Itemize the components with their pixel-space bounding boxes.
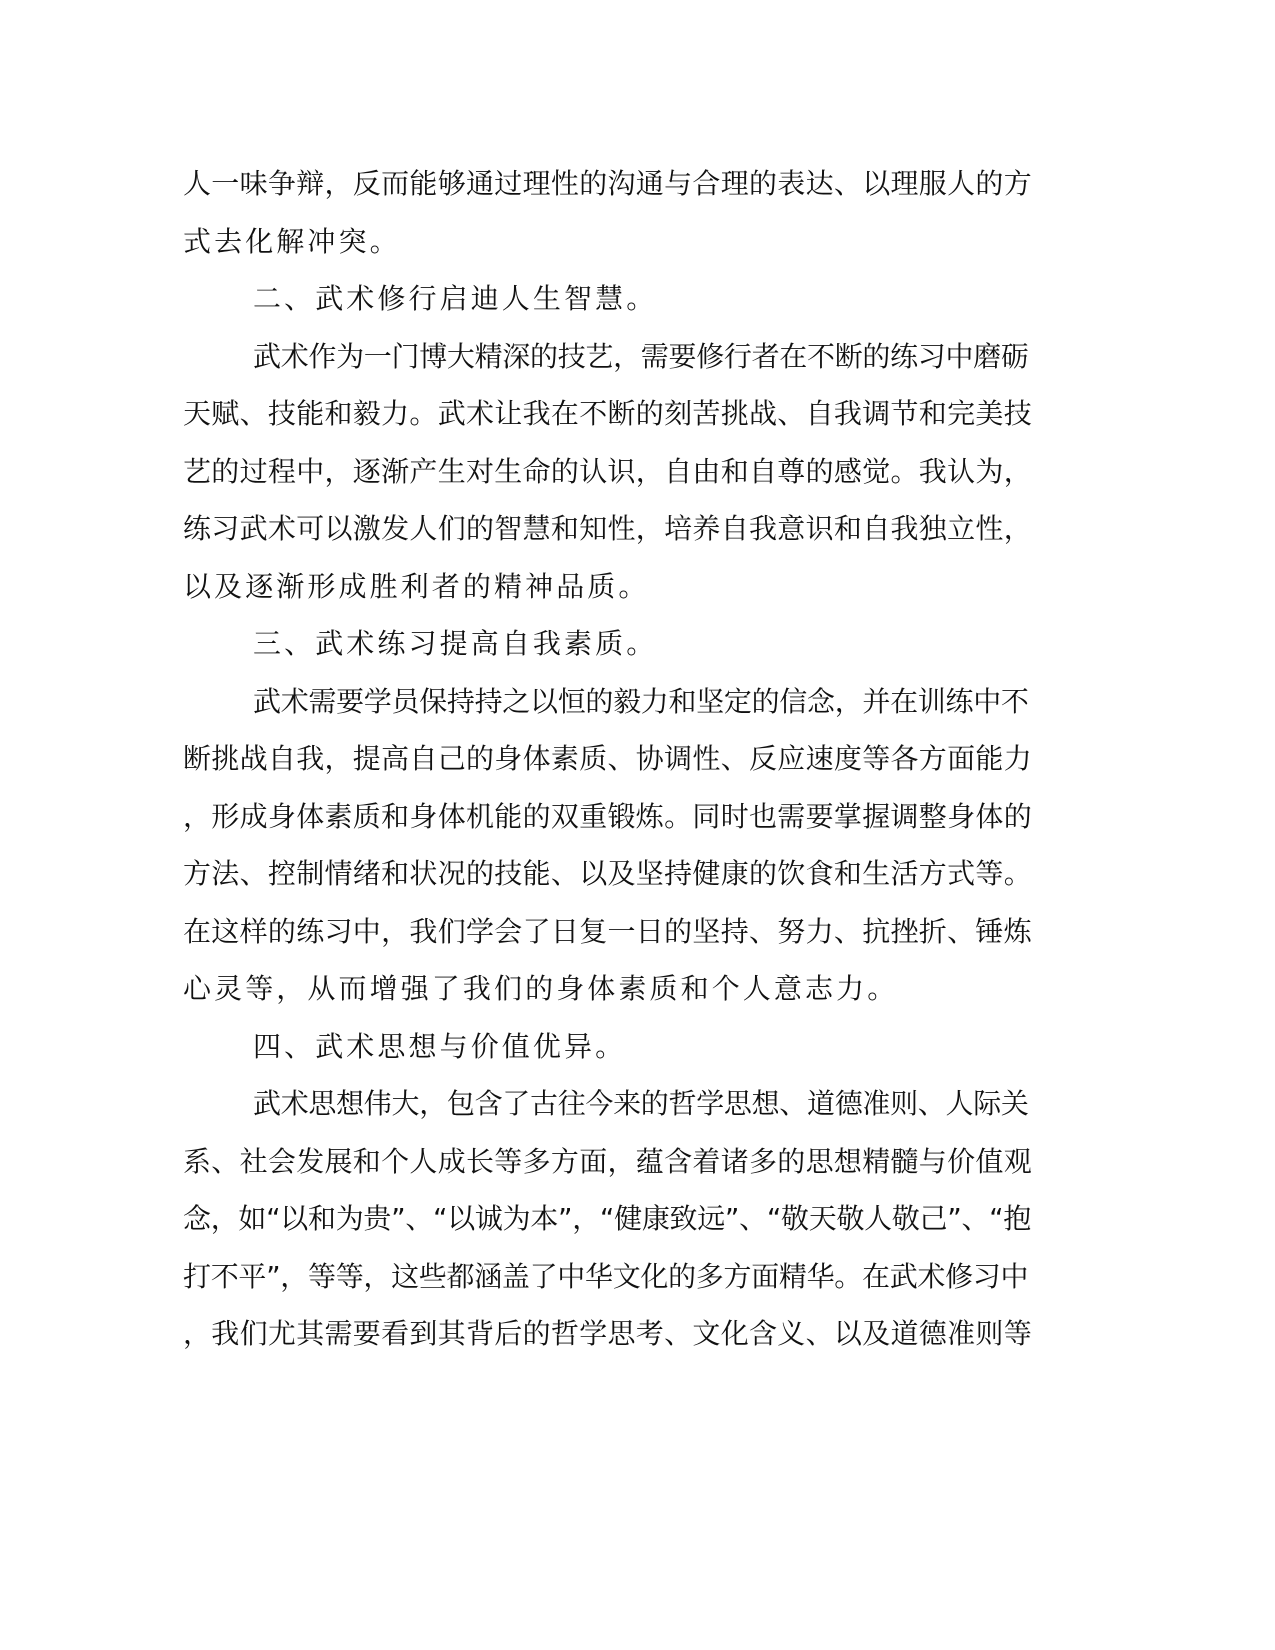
paragraph-first-line: 武术思想伟大，包含了古往今来的哲学思想、道德准则、人际关 [253, 1087, 1029, 1120]
text-line: 天赋、技能和毅力。武术让我在不断的刻苦挑战、自我调节和完美技 [183, 397, 1033, 430]
text-line: ，我们尤其需要看到其背后的哲学思考、文化含义、以及道德准则等 [183, 1317, 1033, 1350]
text-line: 念，如“以和为贵”、“以诚为本”，“健康致远”、“敬天敬人敬己”、“抱 [183, 1202, 1032, 1235]
text-line: 练习武术可以激发人们的智慧和知性，培养自我意识和自我独立性， [183, 512, 1033, 545]
document-body [183, 160, 1033, 1368]
text-line: 艺的过程中，逐渐产生对生命的认识，自由和自尊的感觉。我认为， [183, 454, 1033, 488]
text-line: 系、社会发展和个人成长等多方面，蕴含着诸多的思想精髓与价值观 [183, 1144, 1033, 1178]
text-line: 打不平”，等等，这些都涵盖了中华文化的多方面精华。在武术修习中 [183, 1259, 1029, 1293]
section-heading: 二、武术修行启迪人生智慧。 [253, 282, 658, 315]
text-line: 在这样的练习中，我们学会了日复一日的坚持、努力、抗挫折、锤炼 [183, 914, 1033, 948]
text-line: 式去化解冲突。 [183, 224, 401, 258]
paragraph-first-line: 武术需要学员保持持之以恒的毅力和坚定的信念，并在训练中不 [253, 684, 1029, 718]
text-line: 人一味争辩，反而能够通过理性的沟通与合理的表达、以理服人的方 [183, 167, 1033, 200]
section-heading: 四、武术思想与价值优异。 [253, 1029, 627, 1063]
text-line: 断挑战自我，提高自己的身体素质、协调性、反应速度等各方面能力 [183, 742, 1033, 775]
text-line: ，形成身体素质和身体机能的双重锻炼。同时也需要掌握调整身体的 [183, 799, 1033, 833]
paragraph-first-line: 武术作为一门博大精深的技艺，需要修行者在不断的练习中磨砺 [253, 339, 1029, 373]
text-line: 心灵等，从而增强了我们的身体素质和个人意志力。 [183, 972, 899, 1005]
section-heading: 三、武术练习提高自我素质。 [253, 627, 658, 660]
text-line: 方法、控制情绪和状况的技能、以及坚持健康的饮食和生活方式等。 [183, 857, 1033, 890]
text-line: 以及逐渐形成胜利者的精神品质。 [183, 569, 650, 603]
